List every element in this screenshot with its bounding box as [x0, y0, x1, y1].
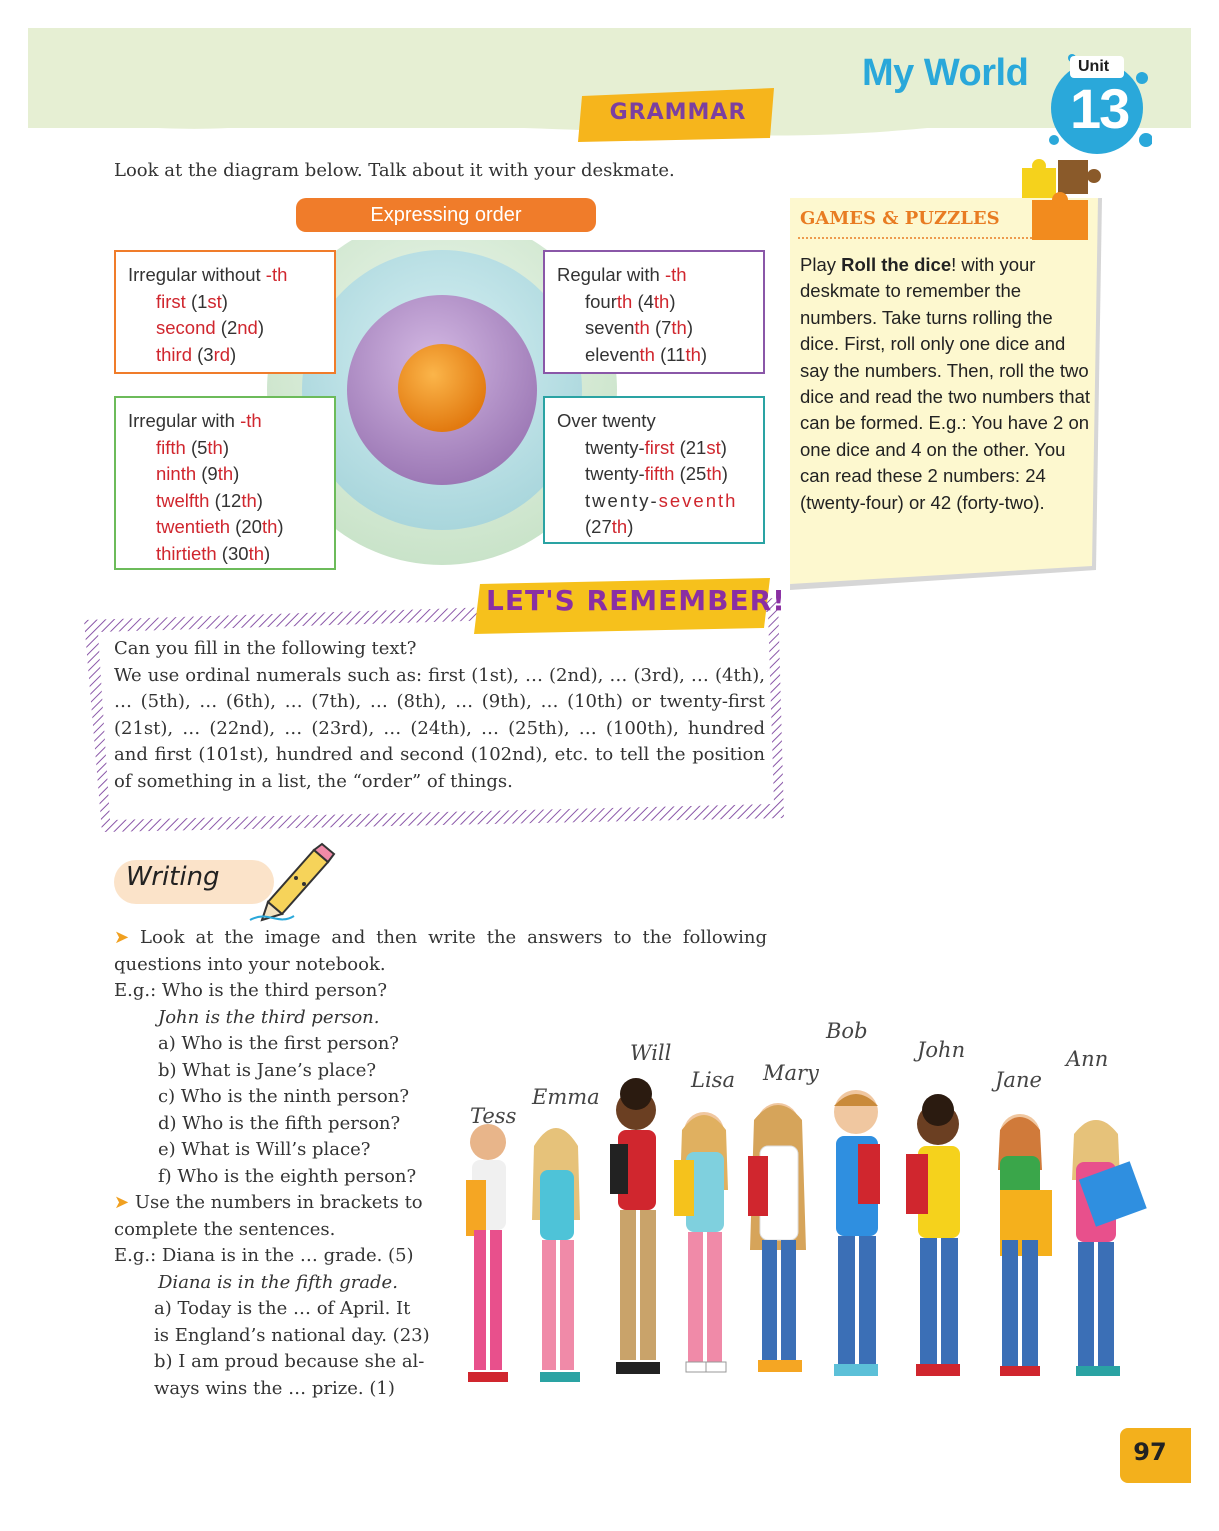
- ordinal-item: (27th): [585, 516, 634, 537]
- games-text: Play Roll the dice! with your deskmate to remember the numbers. Take turns rolling the dice. First, roll only one dice and say the numbers. Then, roll the two dice and read the two numbers that can be formed. E.g.: You have 2 on one dice and 4 on the other. You can read these 2 numbers: 24 (twenty-four) or 42 (forty-two).: [800, 254, 1091, 513]
- example1-answer: John is the third person.: [158, 1006, 380, 1028]
- name-label: Tess: [470, 1104, 517, 1128]
- question-item: c) Who is the ninth person?: [158, 1086, 409, 1107]
- child-bob: [834, 1090, 880, 1376]
- puzzle-icon: [1018, 152, 1108, 242]
- sentence-item: a) Today is the … of April. It: [154, 1298, 411, 1319]
- question-item: d) Who is the fifth person?: [158, 1112, 401, 1134]
- pencil-icon: [248, 840, 338, 926]
- name-label: Bob: [826, 1019, 868, 1043]
- child-jane: [998, 1114, 1052, 1376]
- question-item: f) Who is the eighth person?: [158, 1165, 417, 1187]
- question-item: a) Who is the first person?: [158, 1033, 399, 1054]
- regular-with-th-box: [543, 250, 765, 374]
- child-lisa: [674, 1112, 728, 1372]
- page-number: 97: [1133, 1438, 1167, 1466]
- unit-number: 13: [1070, 77, 1129, 140]
- over-twenty-box: [543, 396, 765, 544]
- ordinal-item: twenty-first (21st): [585, 436, 727, 458]
- name-label: Mary: [763, 1061, 819, 1085]
- sentence-item: is England’s national day. (23): [154, 1324, 430, 1346]
- box-title: Over twenty: [557, 410, 656, 431]
- diagram-title: Expressing order: [296, 198, 596, 232]
- task2-line2: complete the sentences.: [114, 1218, 336, 1240]
- task1: ➤ Look at the image and then write the answers to the following questions into your notebook.: [114, 927, 767, 975]
- ordinal-item: twentieth (20th): [156, 516, 284, 537]
- ordinal-item: twelfth (12th): [156, 489, 263, 511]
- ordinal-item: second (2nd): [156, 317, 264, 338]
- example2-answer: Diana is in the fifth grade.: [158, 1271, 398, 1293]
- section-title: GRAMMAR: [609, 100, 747, 125]
- sentence-item: ways wins the … prize. (1): [154, 1377, 395, 1399]
- question-item: b) What is Jane’s place?: [158, 1059, 377, 1081]
- box-title: Irregular with -th: [128, 410, 262, 431]
- ordinal-item: eleventh (11th): [585, 343, 708, 365]
- writing-title: Writing: [126, 862, 220, 892]
- child-mary: [748, 1103, 806, 1372]
- name-label: Jane: [995, 1068, 1042, 1092]
- ordinal-item: fourth (4th): [585, 290, 676, 312]
- box-title: Irregular without -th: [128, 264, 288, 285]
- remember-text: We use ordinal numerals such as: first (1st), … (2nd), … (3rd), … (4th), … (5th), … (6th), … (7th), … (8th), … (9th), … (10th) or twenty-first (21st), … (22nd), … (23rd), … (24th), … (25th), … (100th), hundred and first (101st), hundred and second (102nd), etc. to tell the position of something in a list, the “order” of things.: [114, 664, 765, 792]
- unit-label: Unit: [1078, 58, 1110, 75]
- ordinal-item: twenty-fifth (25th): [585, 463, 728, 484]
- series-title: My World: [862, 52, 1029, 94]
- children-in-line-photo: [460, 1060, 1150, 1400]
- name-label: John: [917, 1038, 966, 1062]
- ordinal-item: thirtieth (30th): [156, 542, 271, 564]
- task2: ➤ Use the numbers in brackets to: [114, 1192, 423, 1213]
- name-label: Lisa: [691, 1068, 735, 1092]
- remember-body: [114, 636, 765, 795]
- remember-title: LET'S REMEMBER!: [486, 584, 786, 617]
- child-emma: [532, 1128, 580, 1382]
- remember-question: Can you fill in the following text?: [114, 638, 417, 659]
- name-label: Emma: [532, 1085, 600, 1109]
- intro-text: Look at the diagram below. Talk about it with your deskmate.: [114, 160, 675, 181]
- name-label: Ann: [1066, 1047, 1109, 1071]
- example1: E.g.: Who is the third person?: [114, 980, 388, 1001]
- child-ann: [1072, 1120, 1147, 1376]
- ordinal-item: fifth (5th): [156, 436, 230, 458]
- irregular-without-th-box: [114, 250, 336, 374]
- irregular-with-th-box: [114, 396, 336, 570]
- ordinal-item: first (1st): [156, 290, 228, 312]
- ordinal-item: seventh (7th): [585, 317, 694, 338]
- box-title: Regular with -th: [557, 264, 687, 285]
- ordinal-item: third (3rd): [156, 343, 237, 365]
- sentence-item: b) I am proud because she al-: [154, 1351, 425, 1372]
- name-label: Will: [630, 1041, 672, 1065]
- ordinal-item: twenty-seventh: [585, 489, 738, 511]
- children-illustration: [460, 1060, 1150, 1400]
- example2: E.g.: Diana is in the … grade. (5): [114, 1245, 414, 1266]
- child-will: [610, 1078, 660, 1374]
- ordinal-item: ninth (9th): [156, 463, 240, 484]
- child-john: [906, 1094, 960, 1376]
- question-item: e) What is Will’s place?: [158, 1139, 371, 1160]
- child-tess: [466, 1124, 508, 1382]
- games-title: GAMES & PUZZLES: [800, 208, 1000, 229]
